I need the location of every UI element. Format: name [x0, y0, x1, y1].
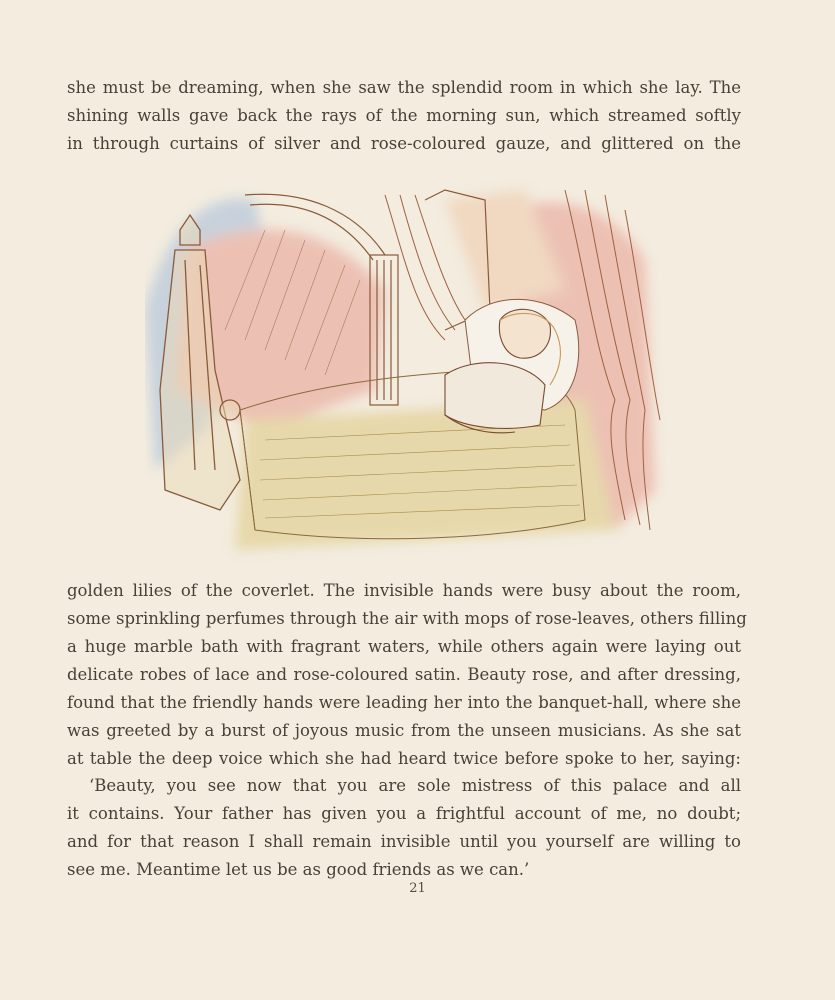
- text-line: shining walls gave back the rays of the morning sun, which streamed softly: [67, 106, 741, 125]
- paragraph-top: [67, 74, 741, 158]
- paragraph-middle: [67, 577, 747, 773]
- text-line: ‘Beauty, you see now that you are sole mistress of this palace and all: [89, 776, 741, 795]
- text-line: at table the deep voice which she had heard twice before spoke to her, saying:: [67, 749, 741, 768]
- text-line: it contains. Your father has given you a frightful account of me, no doubt;: [67, 804, 741, 823]
- text-line: was greeted by a burst of joyous music from the unseen musicians. As she sat: [67, 721, 741, 740]
- text-line: a huge marble bath with fragrant waters, while others again were laying out: [67, 637, 741, 656]
- paragraph-quote: [67, 772, 741, 884]
- text-line: in through curtains of silver and rose-coloured gauze, and glittered on the: [67, 134, 741, 153]
- text-line: found that the friendly hands were leading her into the banquet-hall, where she: [67, 693, 741, 712]
- text-line: some sprinkling perfumes through the air with mops of rose-leaves, others filling: [67, 609, 747, 628]
- text-line: see me. Meantime let us be as good friends as we can.’: [67, 860, 530, 879]
- page-number: 21: [409, 881, 426, 896]
- bedroom-illustration: [145, 170, 675, 570]
- text-line: golden lilies of the coverlet. The invisible hands were busy about the room,: [67, 581, 741, 600]
- text-line: delicate robes of lace and rose-coloured satin. Beauty rose, and after dressing,: [67, 665, 741, 684]
- text-line: she must be dreaming, when she saw the splendid room in which she lay. The: [67, 78, 741, 97]
- text-line: and for that reason I shall remain invisible until you yourself are willing to: [67, 832, 741, 851]
- illustration-drawing: [145, 170, 675, 570]
